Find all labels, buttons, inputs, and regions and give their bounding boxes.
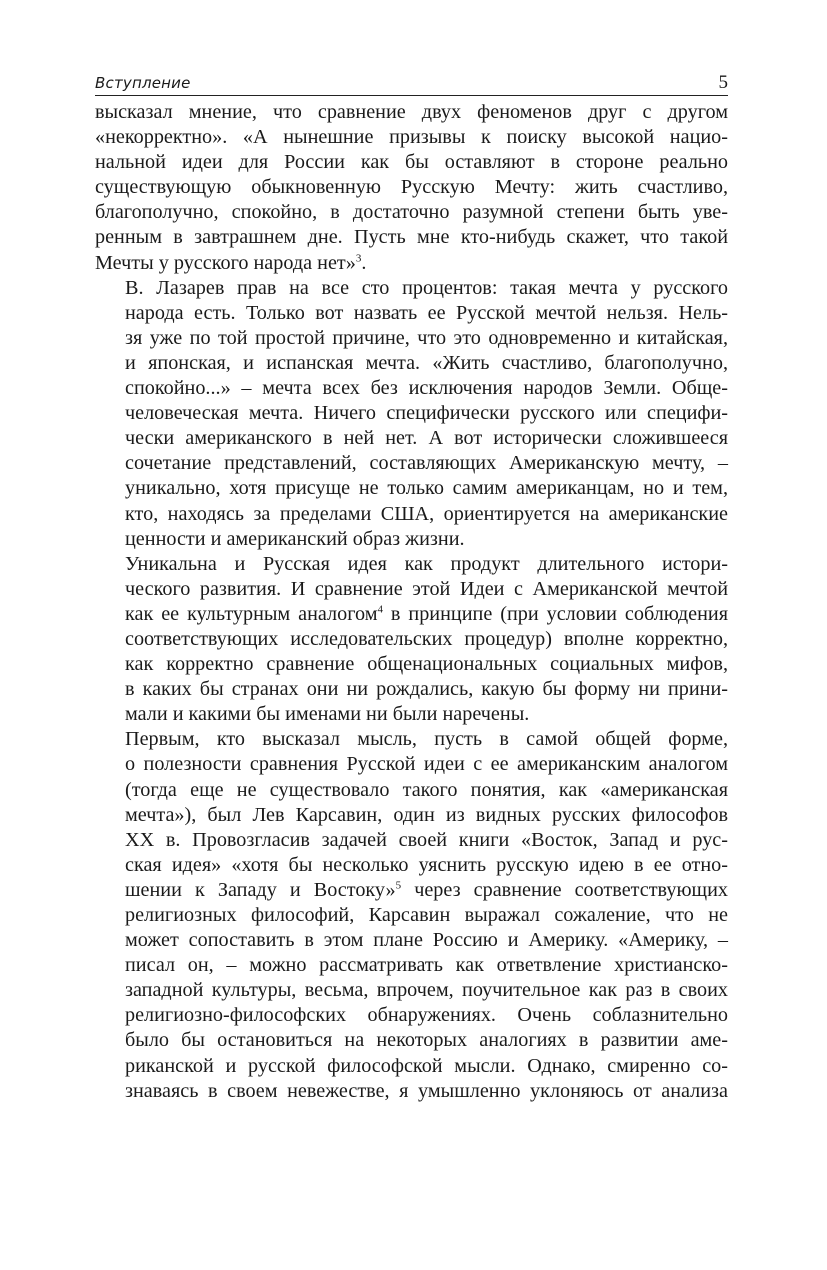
text-line: западной культуры, весьма, впрочем, поучительное как раз в своих bbox=[125, 979, 728, 1002]
text-line: Уникальна и Русская идея как продукт длительного истори- bbox=[125, 552, 728, 575]
text-line: существующую обыкновенную Русскую Мечту: жить счастливо, bbox=[95, 176, 728, 199]
page-number: 5 bbox=[718, 72, 728, 93]
text-line: кто, находясь за пределами США, ориентируется на американские bbox=[125, 502, 728, 525]
text-line: риканской и русской философской мысли. Однако, смиренно со- bbox=[125, 1054, 728, 1077]
text-line: как корректно сравнение общенациональных социальных мифов, bbox=[125, 653, 728, 676]
book-page bbox=[95, 66, 728, 1104]
text-line: о полезности сравнения Русской идеи с ее американским аналогом bbox=[125, 753, 728, 776]
text-line: в каких бы странах они ни рождались, какую бы форму ни прини- bbox=[125, 678, 728, 701]
text-line: и японская, и испанская мечта. «Жить счастливо, благополучно, bbox=[125, 351, 728, 374]
text-line: Первым, кто высказал мысль, пусть в самой общей форме, bbox=[125, 728, 728, 751]
text-line: высказал мнение, что сравнение двух феноменов друг с другом bbox=[95, 101, 728, 123]
text-line: «некорректно». «А нынешние призывы к поиску высокой нацио- bbox=[95, 126, 728, 149]
text-fragment: в принципе (при условии соблюдения bbox=[382, 602, 728, 625]
text-line: знаваясь в своем невежестве, я умышленно уклоняюсь от анализа bbox=[125, 1079, 728, 1102]
text-line bbox=[95, 602, 728, 627]
text-line: народа есть. Только вот назвать ее Русской мечтой нельзя. Нель- bbox=[125, 301, 728, 324]
text-line: человеческая мечта. Ничего специфически русского или специфи- bbox=[125, 402, 728, 425]
text-line: религиозных философий, Карсавин выражал сожаление, что не bbox=[125, 904, 728, 926]
text-line: уникально, хотя присуще не только самим американцам, но и тем, bbox=[125, 477, 728, 500]
text-line: ренным в завтрашнем дне. Пусть мне кто-нибудь скажет, что такой bbox=[95, 226, 728, 249]
text-line: может сопоставить в этом плане Россию и Америку. «Америку, – bbox=[125, 929, 728, 952]
text-line: мечта»), был Лев Карсавин, один из видных русских философов bbox=[125, 803, 728, 826]
text-line bbox=[95, 251, 728, 276]
text-fragment: шении к Западу и Востоку» bbox=[125, 878, 396, 901]
text-line: религиозно-философских обнаружениях. Очень соблазнительно bbox=[125, 1004, 728, 1027]
paragraph bbox=[95, 727, 728, 1103]
paragraph bbox=[95, 100, 728, 276]
text-fragment: . bbox=[361, 251, 367, 274]
footnote-ref-5: 5 bbox=[395, 879, 402, 892]
paragraph bbox=[95, 552, 728, 728]
running-title: Вступление bbox=[95, 74, 191, 92]
text-line: спокойно...» – мечта всех без исключения народов Земли. Обще- bbox=[125, 377, 728, 400]
text-line: чески американского в ней нет. А вот исторически сложившееся bbox=[125, 427, 728, 450]
footnote-ref-3: 3 bbox=[355, 251, 362, 264]
footnote-ref-4: 4 bbox=[377, 603, 383, 616]
text-line: (тогда еще не существовало такого понятия, как «американская bbox=[125, 778, 728, 801]
text-line: зя уже по той простой причине, что это одновременно и китайская, bbox=[125, 326, 728, 349]
text-line bbox=[95, 878, 728, 903]
text-line: было бы остановиться на некоторых аналогиях в развитии аме- bbox=[125, 1029, 728, 1052]
text-line: сочетание представлений, составляющих Американскую мечту, – bbox=[125, 452, 728, 475]
text-line: нальной идеи для России как бы оставляют в стороне реально bbox=[95, 151, 728, 174]
text-line: ская идея» «хотя бы несколько уяснить русскую идею в ее отно- bbox=[125, 853, 728, 876]
text-line: писал он, – можно рассматривать как ответвление христианско- bbox=[125, 954, 728, 977]
text-line: ценности и американский образ жизни. bbox=[125, 527, 465, 550]
text-line: XX в. Провозгласив задачей своей книги «Восток, Запад и рус- bbox=[125, 828, 728, 851]
text-line: мали и какими бы именами ни были наречены. bbox=[125, 703, 530, 726]
paragraph bbox=[95, 276, 728, 552]
text-fragment: через сравнение соответствующих bbox=[401, 878, 728, 901]
text-line: соответствующих исследовательских процедур) вполне корректно, bbox=[125, 627, 728, 650]
running-header bbox=[95, 66, 728, 96]
text-fragment: как ее культурным аналогом bbox=[125, 602, 378, 625]
text-line: благополучно, спокойно, в достаточно разумной степени быть уве- bbox=[95, 201, 728, 224]
text-fragment: Мечты у русского народа нет» bbox=[95, 251, 356, 274]
text-line: В. Лазарев прав на все сто процентов: такая мечта у русского bbox=[125, 276, 728, 299]
body-text bbox=[95, 100, 728, 1104]
text-line: ческого развития. И сравнение этой Идеи с Американской мечтой bbox=[125, 577, 728, 600]
